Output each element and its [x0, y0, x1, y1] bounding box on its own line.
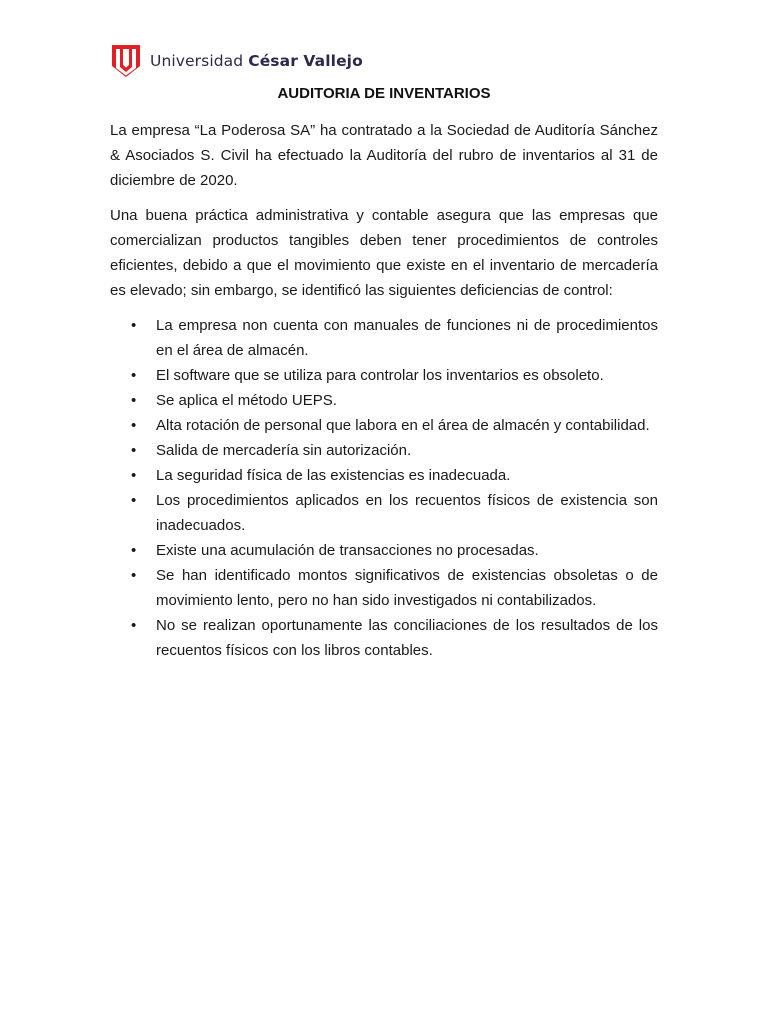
- bullet-icon: •: [131, 492, 137, 509]
- list-item-text: Salida de mercadería sin autorización.: [156, 442, 412, 459]
- university-logo: [111, 44, 363, 78]
- list-item: [110, 388, 658, 413]
- bullet-icon: •: [131, 542, 137, 559]
- list-item-text: Existe una acumulación de transacciones no procesadas.: [156, 542, 539, 559]
- list-item: [110, 538, 658, 563]
- bullet-icon: •: [131, 392, 137, 409]
- bullet-icon: •: [131, 417, 137, 434]
- list-item-text: Se aplica el método UEPS.: [156, 392, 337, 409]
- document-title: AUDITORIA DE INVENTARIOS: [277, 85, 491, 102]
- list-item: [110, 463, 658, 488]
- intro-paragraph: La empresa “La Poderosa SA” ha contratado a la Sociedad de Auditoría Sánchez & Asociados S. Civil ha efectuado la Auditoría del rubro de inventarios al 31 de diciembre de 2020.: [110, 122, 658, 189]
- list-item-text: Los procedimientos aplicados en los recuentos físicos de existencia son inadecuados.: [156, 492, 658, 534]
- deficiencies-list: [110, 313, 658, 663]
- list-item-text: La seguridad física de las existencias es inadecuada.: [156, 467, 511, 484]
- list-item: [110, 563, 658, 613]
- list-item: [110, 488, 658, 538]
- list-item: [110, 363, 658, 388]
- list-item-text: No se realizan oportunamente las conciliaciones de los resultados de los recuentos físicos con los libros contables.: [156, 617, 658, 659]
- university-name: [150, 52, 363, 70]
- list-item: [110, 413, 658, 438]
- bullet-icon: •: [131, 317, 137, 334]
- university-name-regular: Universidad: [150, 52, 244, 70]
- list-item-text: El software que se utiliza para controlar los inventarios es obsoleto.: [156, 367, 604, 384]
- context-paragraph: Una buena práctica administrativa y contable asegura que las empresas que comercializan productos tangibles deben tener procedimientos de controles eficientes, debido a que el movimiento que existe en el inventario de mercadería es elevado; sin embargo, se identificó las siguientes deficiencias de control:: [110, 207, 658, 299]
- university-name-bold: César Vallejo: [248, 52, 363, 70]
- list-item-text: Alta rotación de personal que labora en el área de almacén y contabilidad.: [156, 417, 650, 434]
- document-body: [110, 118, 658, 663]
- bullet-icon: •: [131, 367, 137, 384]
- bullet-icon: •: [131, 617, 137, 634]
- list-item: [110, 313, 658, 363]
- bullet-icon: •: [131, 567, 137, 584]
- bullet-icon: •: [131, 442, 137, 459]
- bullet-icon: •: [131, 467, 137, 484]
- university-shield-icon: [111, 44, 141, 78]
- list-item: [110, 613, 658, 663]
- list-item: [110, 438, 658, 463]
- list-item-text: La empresa non cuenta con manuales de funciones ni de procedimientos en el área de almacén.: [156, 317, 658, 359]
- list-item-text: Se han identificado montos significativos de existencias obsoletas o de movimiento lento, pero no han sido investigados ni contabilizados.: [156, 567, 658, 609]
